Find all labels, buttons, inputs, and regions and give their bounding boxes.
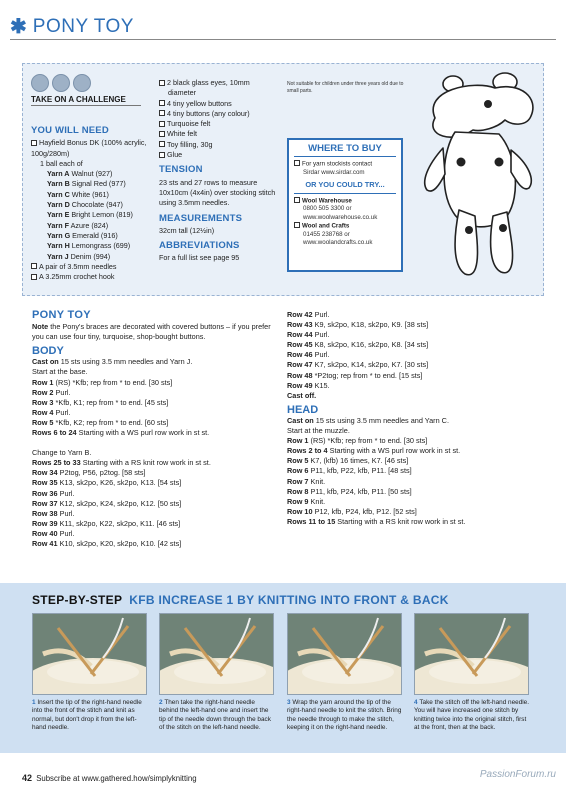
body-rows	[32, 357, 282, 438]
pattern-row: Change to Yarn B.	[32, 448, 92, 458]
stockist-phone: 0800 505 3300 or	[303, 205, 352, 213]
pattern-row: Row 39 K11, sk2po, K22, sk2po, K11. [46 sts]	[32, 518, 181, 528]
button-icon	[499, 224, 507, 232]
step-caption: 2 Then take the right-hand needle behind the left-hand one and insert the tip of the needle down through the back of the stitch on the left-hand needle.	[159, 699, 271, 732]
checklist-sub: diameter	[168, 88, 196, 98]
checkbox-icon	[159, 121, 165, 127]
button-icon	[465, 226, 473, 234]
pattern-row: Row 41 K10, sk2po, K20, sk2po, K10. [42 sts]	[32, 538, 182, 548]
step-photo	[287, 613, 402, 695]
pony-illustration	[413, 70, 541, 292]
step-photo	[414, 613, 529, 695]
checklist-item: 4 tiny yellow buttons	[159, 99, 284, 109]
pattern-column-right	[287, 310, 537, 527]
step-photo	[159, 613, 274, 695]
checkbox-icon	[294, 197, 300, 203]
yarn-item: Yarn B Signal Red (977)	[47, 179, 126, 189]
checklist-item: 2 black glass eyes, 10mm	[159, 78, 284, 88]
divider	[31, 105, 141, 106]
checkbox-icon	[31, 274, 37, 280]
checkbox-icon	[294, 222, 300, 228]
pony-eye	[485, 101, 491, 107]
pattern-row: Row 43 K9, sk2po, K18, sk2po, K9. [38 sts]	[287, 320, 429, 330]
checklist-item: White felt	[159, 129, 284, 139]
pattern-row: Row 9 Knit.	[287, 496, 326, 506]
challenge-label: TAKE ON A CHALLENGE	[31, 95, 126, 104]
checkbox-icon	[159, 100, 165, 106]
checklist-item: 4 tiny buttons (any colour)	[159, 109, 284, 119]
where-to-buy-box	[287, 138, 403, 272]
checkbox-icon	[159, 152, 165, 158]
pattern-row: Rows 25 to 33 Starting with a RS knit row work in st st.	[32, 458, 211, 468]
step-by-step-title	[32, 593, 449, 607]
you-will-need	[31, 126, 166, 282]
pattern-row: Cast on 15 sts using 3.5 mm needles and Yarn C.	[287, 415, 449, 425]
pattern-row: Row 7 Knit.	[287, 476, 326, 486]
pattern-row: Row 10 P12, kfb, P24, kfb, P12. [52 sts]	[287, 506, 417, 516]
pattern-row: Start at the base.	[32, 367, 88, 377]
checklist-item: Hayfield Bonus DK (100% acrylic, 100g/280m)	[31, 138, 147, 158]
materials-box	[22, 63, 544, 296]
yarn-ball-icon	[31, 74, 49, 92]
checkbox-icon	[31, 140, 37, 146]
step-3	[287, 613, 402, 733]
stockist-sub: Sirdar www.sirdar.com	[303, 169, 365, 177]
pattern-row: Row 48 *P2tog; rep from * to end. [15 sts]	[287, 370, 423, 380]
stockist-url[interactable]: www.woolandcrafts.co.uk	[303, 239, 373, 247]
pattern-row: Row 3 *Kfb, K1; rep from * to end. [45 sts]	[32, 397, 169, 407]
step-heading: KFB INCREASE 1 BY KNITTING INTO FRONT & BACK	[129, 593, 449, 607]
yarn-item: Yarn E Bright Lemon (819)	[47, 210, 133, 220]
checkbox-icon	[159, 110, 165, 116]
abbreviations-text: For a full list see page 95	[159, 253, 240, 263]
pattern-row: Row 40 Purl.	[32, 528, 75, 538]
body-rows	[32, 448, 282, 549]
watermark: PassionForum.ru	[479, 769, 556, 780]
pattern-row: Row 5 K7, (kfb) 16 times, K7. [46 sts]	[287, 456, 409, 466]
pattern-row: Row 47 K7, sk2po, K14, sk2po, K7. [30 sts]	[287, 360, 429, 370]
stockist-line: Wool Warehouse	[294, 197, 396, 206]
yarn-item: Yarn D Chocolate (947)	[47, 200, 123, 210]
section-title: HEAD	[287, 403, 319, 416]
checkbox-icon	[294, 160, 300, 166]
yarn-item: Yarn A Walnut (927)	[47, 169, 113, 179]
pattern-title: PONY TOY	[32, 309, 91, 321]
page-title: PONY TOY	[32, 16, 134, 37]
checklist-item: Glue	[159, 150, 284, 160]
yarn-item: Yarn F Azure (824)	[47, 220, 109, 230]
section-title: YOU WILL NEED	[31, 125, 109, 136]
pattern-row: Row 8 P11, kfb, P24, kfb, P11. [50 sts]	[287, 486, 412, 496]
materials-col2	[159, 78, 284, 264]
where-to-buy-title: WHERE TO BUY	[308, 143, 382, 154]
difficulty-rating	[31, 74, 91, 92]
pattern-row: Row 1 (RS) *Kfb; rep from * to end. [30 sts]	[32, 377, 173, 387]
pattern-row: Row 5 *Kfb, K2; rep from * to end. [60 sts]	[32, 417, 169, 427]
pattern-row: Row 46 Purl.	[287, 350, 330, 360]
pony-arm-left	[425, 148, 445, 191]
step-label: STEP-BY-STEP	[32, 593, 123, 607]
yarn-item: Yarn H Lemongrass (699)	[47, 241, 131, 251]
page-footer	[22, 773, 197, 783]
section-title: TENSION	[159, 164, 203, 176]
section-title: ABBREVIATIONS	[159, 240, 240, 252]
subscribe-text[interactable]: Subscribe at www.gathered.how/simplyknitting	[36, 774, 197, 783]
button-icon	[457, 158, 466, 167]
pattern-row: Row 37 K12, sk2po, K24, sk2po, K12. [50 sts]	[32, 498, 182, 508]
pony-head	[433, 85, 533, 137]
button-icon	[495, 158, 504, 167]
step-photo	[32, 613, 147, 695]
divider	[294, 193, 396, 194]
checkbox-icon	[159, 141, 165, 147]
pattern-note: Note the Pony's braces are decorated with covered buttons – if you prefer you can use four tiny, turquoise, shop-bought buttons.	[32, 322, 271, 342]
pattern-row: Row 6 P11, kfb, P22, kfb, P11. [48 sts]	[287, 466, 412, 476]
yarn-list	[31, 169, 166, 262]
step-2	[159, 613, 274, 733]
header-divider	[10, 39, 556, 40]
pattern-row: Row 44 Purl.	[287, 330, 330, 340]
measurements-text: 32cm tall (12½in)	[159, 225, 215, 235]
tension-text: 23 sts and 27 rows to measure 10x10cm (4x4in) over stocking stitch using 3.5mm needles.	[159, 177, 276, 208]
checkbox-icon	[31, 263, 37, 269]
checkbox-icon	[159, 131, 165, 137]
pattern-row: Row 2 Purl.	[32, 387, 71, 397]
checklist-item: A pair of 3.5mm needles	[31, 262, 166, 272]
step-caption: 1 Insert the tip of the right-hand needle into the front of the stitch and knit as normal, but don't drop it from the left-hand needle.	[32, 699, 142, 732]
safety-note: Not suitable for children under three years old due to small parts.	[287, 81, 404, 94]
pattern-row: Row 35 K13, sk2po, K26, sk2po, K13. [54 sts]	[32, 478, 182, 488]
pony-leg-left	[455, 210, 477, 275]
body-rows	[287, 310, 537, 401]
step-4	[414, 613, 529, 733]
step-1	[32, 613, 147, 733]
pattern-row: Row 1 (RS) *Kfb; rep from * to end. [30 sts]	[287, 436, 428, 446]
checklist-sub: 1 ball each of	[40, 158, 83, 168]
page-header	[10, 16, 134, 38]
divider	[294, 156, 396, 157]
pattern-row: Row 36 Purl.	[32, 488, 75, 498]
step-by-step-band	[0, 583, 566, 753]
stockist-line: For yarn stockists contact	[294, 160, 396, 169]
pattern-row: Rows 2 to 4 Starting with a WS purl row work in st st.	[287, 446, 461, 456]
pony-leg-right	[491, 212, 513, 273]
checkbox-icon	[159, 80, 165, 86]
section-title: MEASUREMENTS	[159, 212, 243, 224]
pattern-row: Row 45 K8, sk2po, K16, sk2po, K8. [34 sts]	[287, 340, 429, 350]
section-title: BODY	[32, 345, 64, 358]
page-number: 42	[22, 773, 33, 783]
pattern-row: Cast on 15 sts using 3.5 mm needles and Yarn J.	[32, 357, 193, 367]
checklist-item: Turquoise felt	[159, 119, 284, 129]
checklist-item: Toy filling, 30g	[159, 140, 284, 150]
stockist-phone: 01455 238768 or	[303, 230, 350, 238]
pattern-row: Rows 6 to 24 Starting with a WS purl row work in st st.	[32, 428, 210, 438]
pattern-row: Row 42 Purl.	[287, 310, 330, 319]
yarn-ball-icon	[73, 74, 91, 92]
pattern-row: Cast off.	[287, 390, 317, 400]
pattern-row: Row 38 Purl.	[32, 508, 75, 518]
pattern-row: Rows 11 to 15 Starting with a RS knit row work in st st.	[287, 516, 466, 526]
yarn-ball-icon	[52, 74, 70, 92]
step-caption: 4 Take the stitch off the left-hand needle. You will have increased one stitch by knitting twice into the original stitch, first at the front, then at the back.	[414, 699, 530, 732]
step-caption: 3 Wrap the yarn around the tip of the right-hand needle to knit the stitch. Bring the needle through to make the stitch, keeping it on the right-hand needle.	[287, 699, 402, 732]
pattern-column-left	[32, 310, 282, 549]
head-rows	[287, 416, 537, 527]
or-title: OR YOU COULD TRY...	[305, 180, 385, 190]
pattern-row: Start at the muzzle.	[287, 426, 350, 436]
checklist-item: A 3.25mm crochet hook	[31, 272, 166, 282]
yarn-item: Yarn G Emerald (916)	[47, 230, 118, 240]
yarn-item: Yarn C White (961)	[47, 189, 109, 199]
stockist-line: Wool and Crafts	[294, 222, 396, 231]
yarn-item: Yarn J Denim (994)	[47, 251, 111, 261]
pattern-row: Row 34 P2tog, P56, p2tog. [58 sts]	[32, 468, 146, 478]
pattern-row: Row 49 K15.	[287, 380, 330, 390]
pattern-row: Row 4 Purl.	[32, 407, 71, 417]
stockist-url[interactable]: www.woolwarehouse.co.uk	[303, 213, 378, 221]
asterisk-icon: ✱	[10, 16, 27, 38]
